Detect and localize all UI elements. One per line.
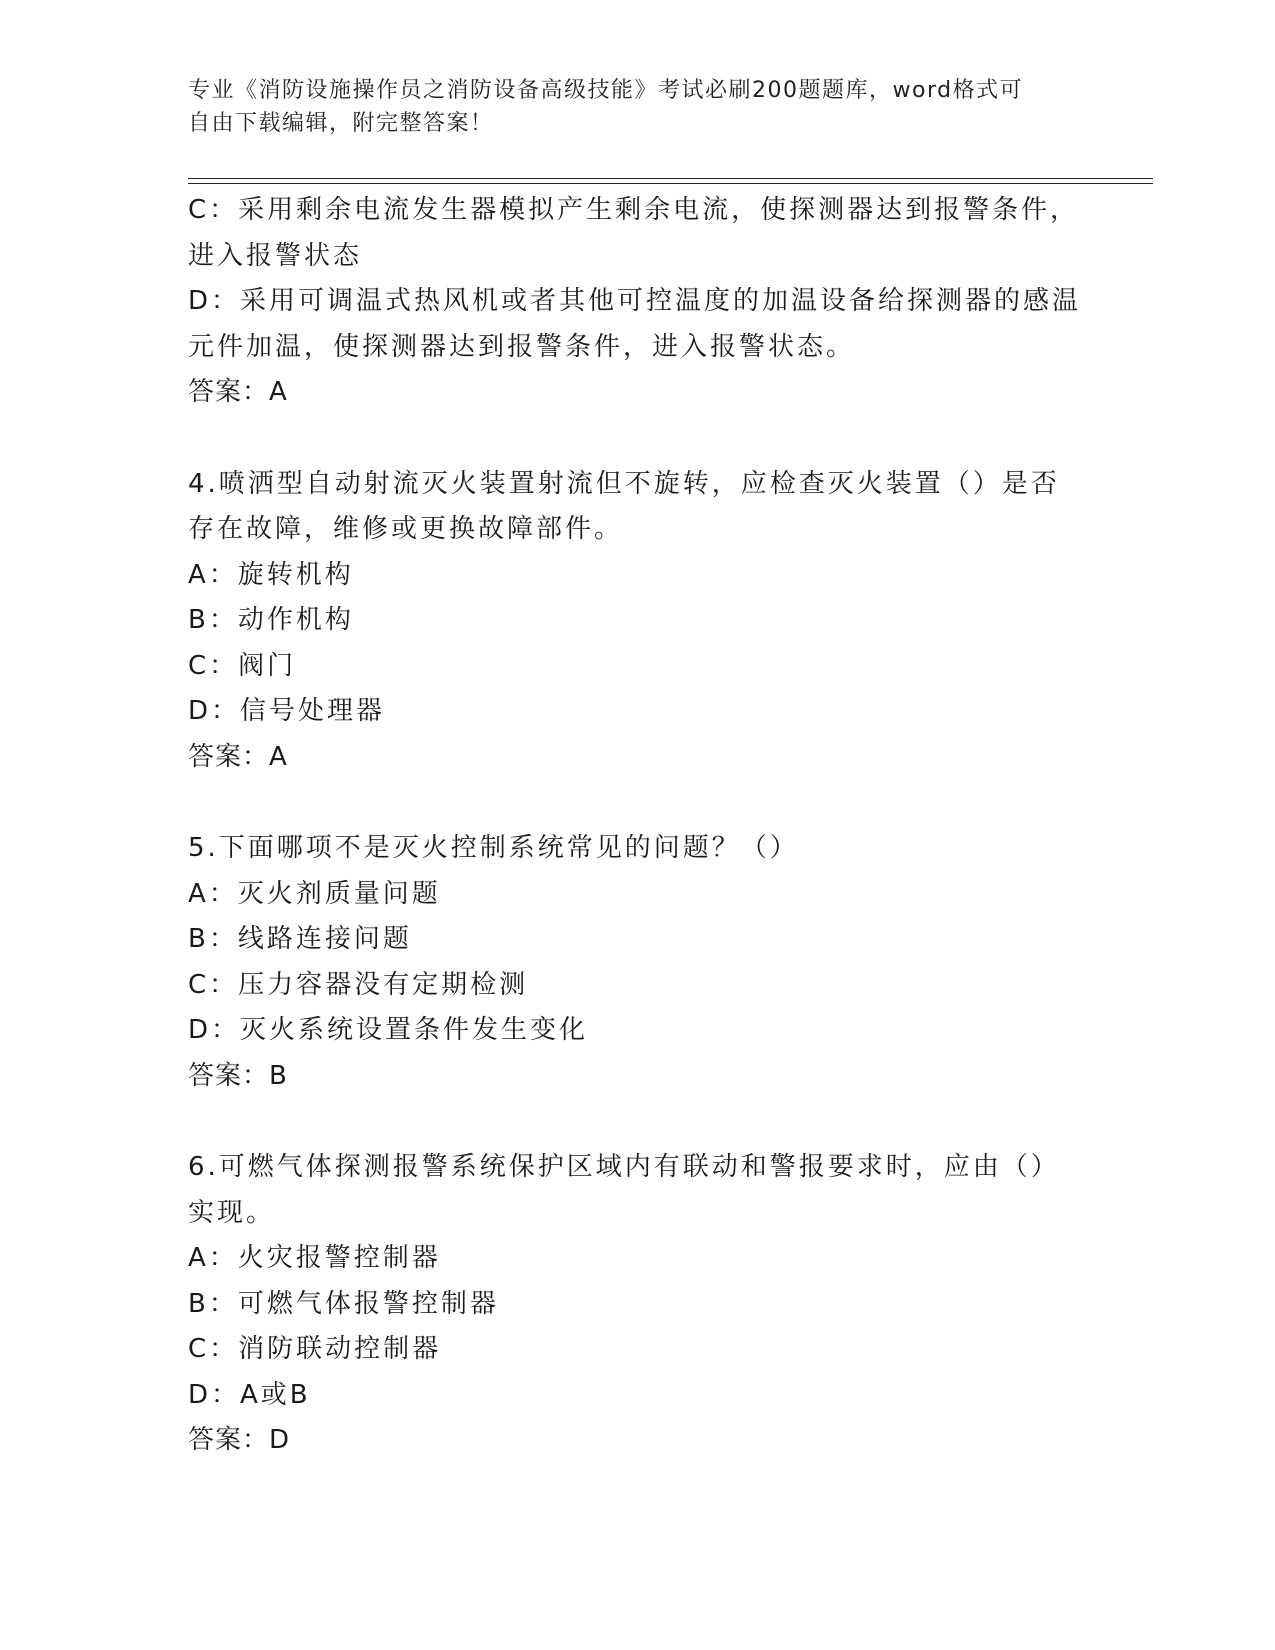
question-stem: 4.喷洒型自动射流灭火装置射流但不旋转，应检查灭火装置（）是否 (188, 468, 1060, 499)
option-d-continued: 元件加温，使探测器达到报警条件，进入报警状态。 (188, 331, 856, 362)
answer: 答案：D (188, 1425, 291, 1455)
option-d: D：信号处理器 (188, 696, 386, 726)
question-4 (188, 462, 1088, 781)
option-a: A：旋转机构 (188, 559, 354, 590)
question-3-continued (188, 188, 1088, 416)
option-a: A：火灾报警控制器 (188, 1243, 441, 1273)
header-divider-bottom (188, 183, 1153, 184)
header-divider-top (188, 178, 1153, 179)
option-b: B：动作机构 (188, 605, 354, 635)
question-5 (188, 826, 1088, 1099)
spacer (188, 780, 1088, 826)
option-d: D：采用可调温式热风机或者其他可控温度的加温设备给探测器的感温 (188, 286, 1082, 316)
option-b: B：线路连接问题 (188, 924, 412, 954)
answer: 答案：A (188, 741, 288, 772)
document-body (188, 188, 1088, 1464)
option-a: A：灭火剂质量问题 (188, 878, 441, 909)
question-stem-continued: 实现。 (188, 1197, 276, 1228)
answer: 答案：A (188, 377, 288, 407)
option-d: D：A或B (188, 1379, 311, 1410)
document-header (188, 74, 1068, 140)
question-stem: 5.下面哪项不是灭火控制系统常见的问题？（） (188, 833, 799, 863)
question-stem: 6.可燃气体探测报警系统保护区域内有联动和警报要求时，应由（） (188, 1152, 1060, 1182)
question-6 (188, 1145, 1088, 1464)
option-c: C：采用剩余电流发生器模拟产生剩余电流，使探测器达到报警条件， (188, 195, 1080, 225)
header-line-2: 自由下载编辑，附完整答案！ (188, 111, 494, 136)
option-c: C：消防联动控制器 (188, 1334, 442, 1364)
answer: 答案：B (188, 1060, 288, 1091)
option-d: D：灭火系统设置条件发生变化 (188, 1015, 589, 1045)
option-c-continued: 进入报警状态 (188, 240, 363, 271)
option-c: C：阀门 (188, 650, 297, 681)
spacer (188, 1099, 1088, 1145)
header-line-1: 专业《消防设施操作员之消防设备高级技能》考试必刷200题题库，word格式可 (188, 78, 1024, 103)
question-stem-continued: 存在故障，维修或更换故障部件。 (188, 514, 624, 544)
option-c: C：压力容器没有定期检测 (188, 969, 529, 1000)
option-b: B：可燃气体报警控制器 (188, 1288, 499, 1319)
spacer (188, 416, 1088, 462)
